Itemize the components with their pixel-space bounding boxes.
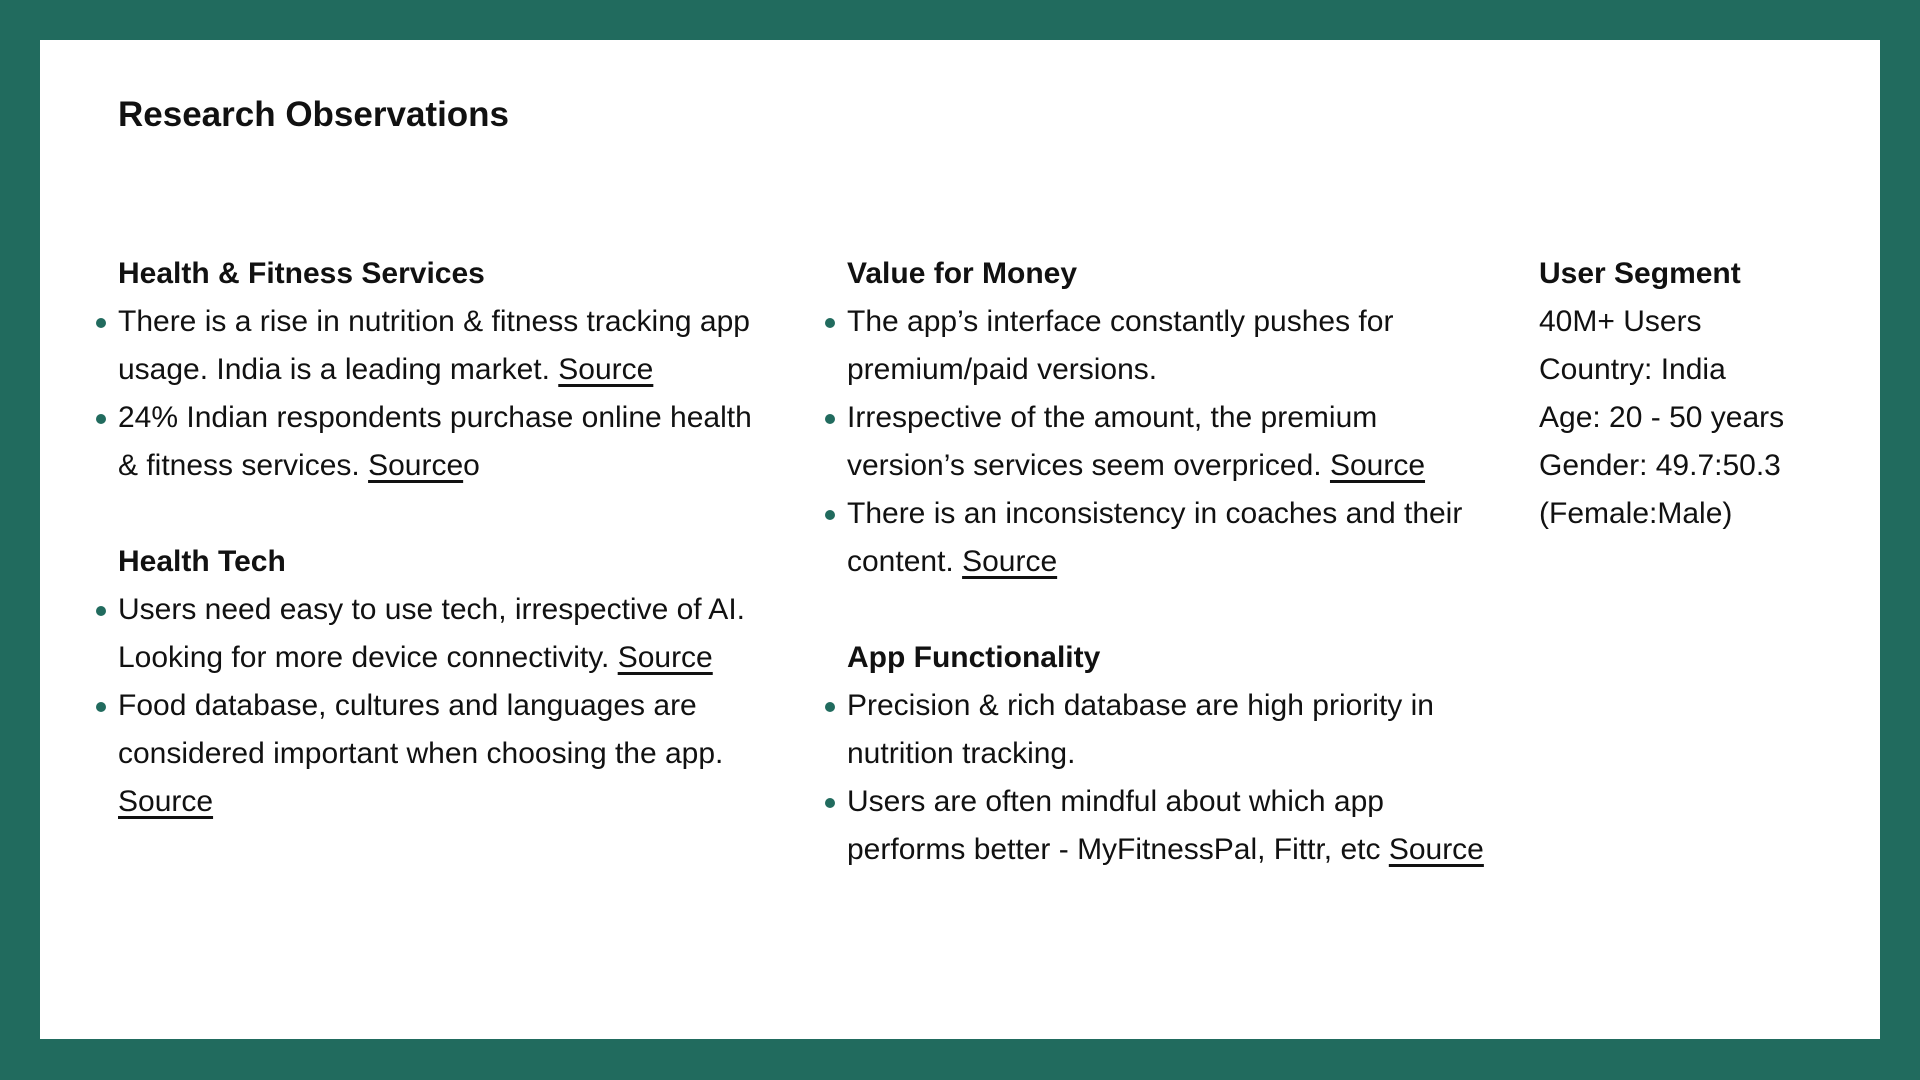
list-item xyxy=(847,682,1487,778)
item-text: There is an inconsistency in coaches and their content. xyxy=(847,497,1463,578)
item-text-trailing: o xyxy=(463,449,480,482)
source-link[interactable]: Source xyxy=(558,353,654,386)
section-health-fitness-services xyxy=(118,250,758,490)
item-text: There is a rise in nutrition & fitness tracking app usage. India is a leading market. xyxy=(118,305,750,386)
bullet-dot-icon xyxy=(96,318,106,328)
bullet-dot-icon xyxy=(96,414,106,424)
section-user-segment xyxy=(1539,250,1859,538)
user-count: 40M+ Users xyxy=(1539,305,1702,338)
item-text: Food database, cultures and languages are considered important when choosing the app. xyxy=(118,689,724,770)
list-item xyxy=(847,298,1487,394)
age-range: Age: 20 - 50 years xyxy=(1539,401,1785,434)
source-link[interactable]: Source xyxy=(368,449,464,482)
list-item xyxy=(118,298,758,394)
bullet-dot-icon xyxy=(96,702,106,712)
list-item xyxy=(118,586,758,682)
bullet-dot-icon xyxy=(825,798,835,808)
bullet-list xyxy=(847,298,1487,586)
gender-ratio-legend: (Female:Male) xyxy=(1539,497,1733,530)
bullet-dot-icon xyxy=(825,702,835,712)
item-text: The app’s interface constantly pushes for premium/paid versions. xyxy=(847,305,1394,386)
item-text: Users are often mindful about which app performs better - MyFitnessPal, Fittr, etc xyxy=(847,785,1389,866)
gender-ratio: Gender: 49.7:50.3 xyxy=(1539,449,1781,482)
bullet-list xyxy=(118,586,758,826)
bullet-list xyxy=(847,682,1487,874)
list-item xyxy=(118,682,758,826)
section-app-functionality xyxy=(847,634,1487,874)
page-title: Research Observations xyxy=(118,95,510,134)
list-item xyxy=(847,490,1487,586)
country: Country: India xyxy=(1539,353,1726,386)
column-left xyxy=(118,250,758,874)
item-text: 24% Indian respondents purchase online health & fitness services. xyxy=(118,401,752,482)
bullet-dot-icon xyxy=(825,318,835,328)
slide xyxy=(40,40,1880,1039)
section-heading: User Segment xyxy=(1539,257,1741,290)
source-link[interactable]: Source xyxy=(118,785,214,818)
bullet-dot-icon xyxy=(825,510,835,520)
column-right xyxy=(1539,250,1859,586)
bullet-list xyxy=(118,298,758,490)
source-link[interactable]: Source xyxy=(962,545,1058,578)
column-middle xyxy=(847,250,1487,922)
section-heading: Health & Fitness Services xyxy=(118,257,485,290)
source-link[interactable]: Source xyxy=(1329,449,1426,482)
list-item xyxy=(118,394,758,490)
bullet-dot-icon xyxy=(96,606,106,616)
item-text: Precision & rich database are high priority in nutrition tracking. xyxy=(847,689,1434,770)
section-health-tech xyxy=(118,538,758,826)
list-item xyxy=(847,394,1487,490)
section-heading: Health Tech xyxy=(118,545,286,578)
source-link[interactable]: Source xyxy=(617,641,713,674)
bullet-dot-icon xyxy=(825,414,835,424)
section-value-for-money xyxy=(847,250,1487,586)
item-text: Users need easy to use tech, irrespective of AI. Looking for more device connectivity. xyxy=(118,593,745,674)
source-link[interactable]: Source xyxy=(1388,833,1484,866)
section-heading: App Functionality xyxy=(847,641,1101,674)
section-heading: Value for Money xyxy=(847,257,1078,290)
list-item xyxy=(847,778,1487,874)
item-text: Irrespective of the amount, the premium version’s services seem overpriced. xyxy=(847,401,1378,482)
